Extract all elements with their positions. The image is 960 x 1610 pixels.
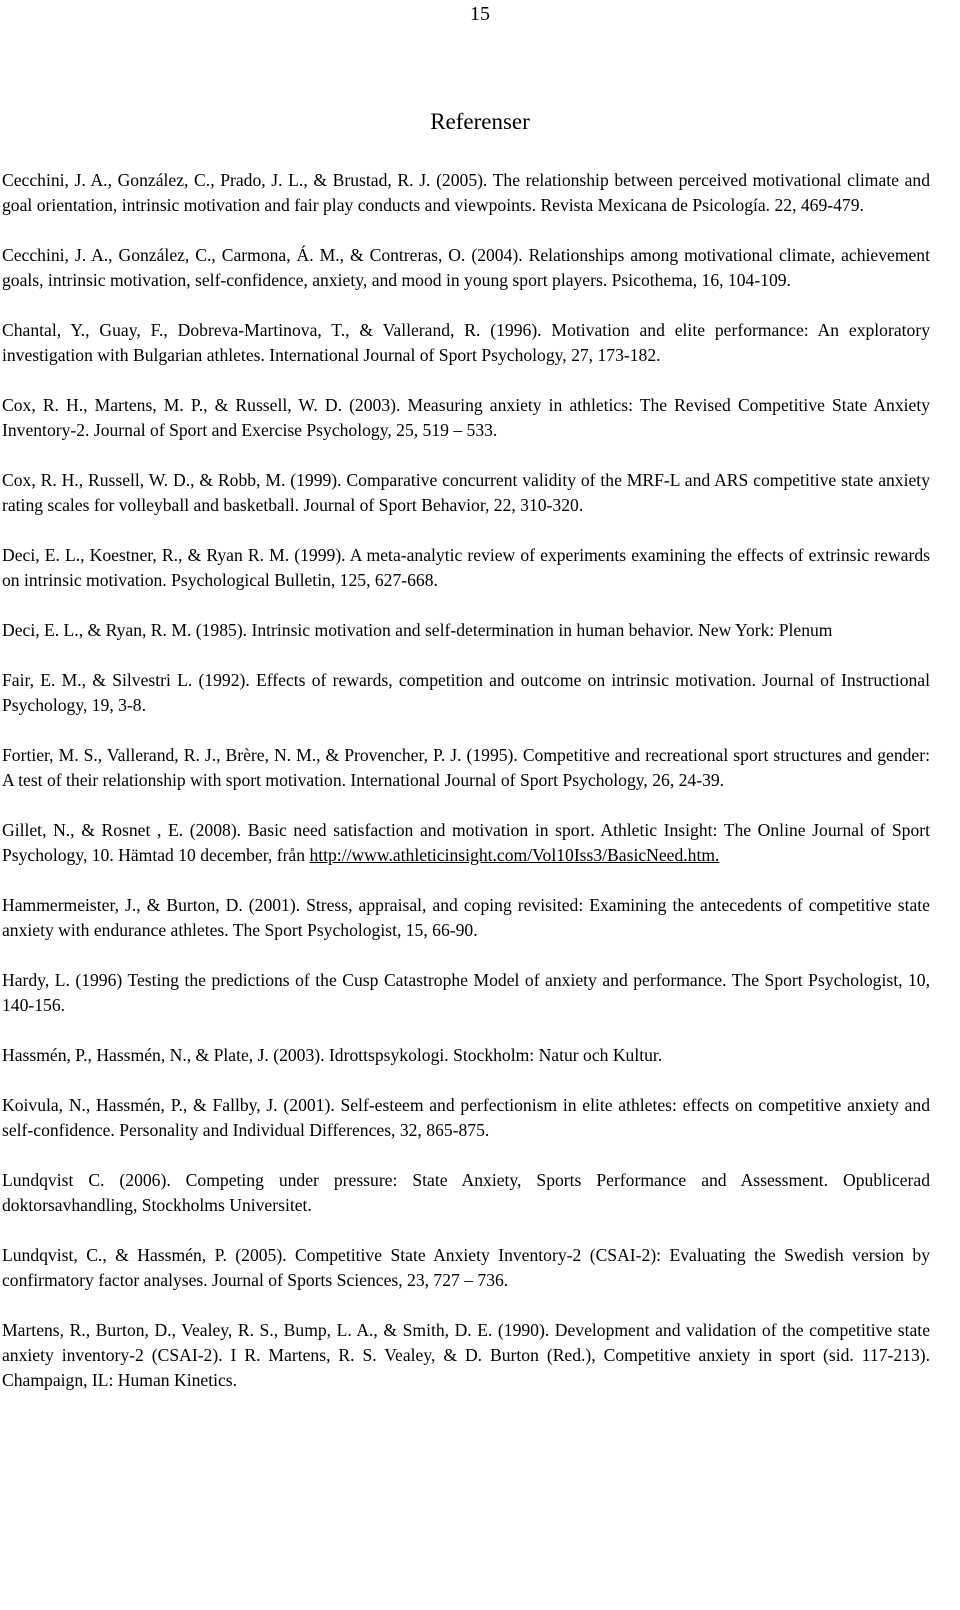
- reference-entry: [2, 968, 930, 1018]
- reference-entry: [2, 468, 930, 518]
- reference-text: Cecchini, J. A., González, C., Prado, J. L., & Brustad, R. J. (2005). The relationship between perceived motivational climate and goal orientation, intrinsic motivation and fair play conducts and viewpoints. Revista Mexicana de Psicología. 22, 469-479.: [2, 170, 930, 215]
- reference-entry: [2, 818, 930, 868]
- reference-text: Gillet, N., & Rosnet , E. (2008). Basic need satisfaction and motivation in sport. Athletic Insight: The Online Journal of Sport Psychology, 10. Hämtad 10 december, från: [2, 820, 930, 865]
- reference-text: Koivula, N., Hassmén, P., & Fallby, J. (2001). Self-esteem and perfectionism in elite athletes: effects on competitive anxiety and self-confidence. Personality and Individual Differences, 32, 865-875.: [2, 1095, 930, 1140]
- reference-text: Deci, E. L., Koestner, R., & Ryan R. M. (1999). A meta-analytic review of experiments examining the effects of extrinsic rewards on intrinsic motivation. Psychological Bulletin, 125, 627-668.: [2, 545, 930, 590]
- reference-entry: [2, 1043, 930, 1068]
- reference-entry: [2, 618, 930, 643]
- reference-entry: [2, 668, 930, 718]
- reference-text: Lundqvist, C., & Hassmén, P. (2005). Competitive State Anxiety Inventory-2 (CSAI-2): Evaluating the Swedish version by confirmatory factor analyses. Journal of Sports Sciences, 23, 727 – 736.: [2, 1245, 930, 1290]
- reference-text: Cox, R. H., Martens, M. P., & Russell, W. D. (2003). Measuring anxiety in athletics: The Revised Competitive State Anxiety Inventory-2. Journal of Sport and Exercise Psychology, 25, 519 – 533.: [2, 395, 930, 440]
- reference-text: Cecchini, J. A., González, C., Carmona, Á. M., & Contreras, O. (2004). Relationships among motivational climate, achievement goals, intrinsic motivation, self-confidence, anxiety, and mood in young sport players. Psicothema, 16, 104-109.: [2, 245, 930, 290]
- reference-text: Chantal, Y., Guay, F., Dobreva-Martinova, T., & Vallerand, R. (1996). Motivation and elite performance: An exploratory investigation with Bulgarian athletes. International Journal of Sport Psychology, 27, 173-182.: [2, 320, 930, 365]
- reference-text: Hassmén, P., Hassmén, N., & Plate, J. (2003). Idrottspsykologi. Stockholm: Natur och Kultur.: [2, 1045, 663, 1065]
- reference-entry: [2, 243, 930, 293]
- reference-text: Cox, R. H., Russell, W. D., & Robb, M. (1999). Comparative concurrent validity of the MRF-L and ARS competitive state anxiety rating scales for volleyball and basketball. Journal of Sport Behavior, 22, 310-320.: [2, 470, 930, 515]
- references-heading: Referenser: [430, 109, 530, 134]
- reference-entry: [2, 168, 930, 218]
- reference-entry: [2, 1093, 930, 1143]
- reference-entry: [2, 318, 930, 368]
- reference-entry: [2, 1168, 930, 1218]
- reference-text: Hammermeister, J., & Burton, D. (2001). Stress, appraisal, and coping revisited: Examining the antecedents of competitive state anxiety with endurance athletes. The Sport Psychologist, 15, 66-90.: [2, 895, 930, 940]
- reference-text: Hardy, L. (1996) Testing the predictions of the Cusp Catastrophe Model of anxiety and performance. The Sport Psychologist, 10, 140-156.: [2, 970, 930, 1015]
- reference-text: Deci, E. L., & Ryan, R. M. (1985). Intrinsic motivation and self-determination in human behavior. New York: Plenum: [2, 620, 833, 640]
- reference-text: Martens, R., Burton, D., Vealey, R. S., Bump, L. A., & Smith, D. E. (1990). Development and validation of the competitive state anxiety inventory-2 (CSAI-2). I R. Martens, R. S. Vealey, & D. Burton (Red.), Competitive anxiety in sport (sid. 117-213). Champaign, IL: Human Kinetics.: [2, 1320, 930, 1390]
- reference-entry: [2, 393, 930, 443]
- reference-text: Fortier, M. S., Vallerand, R. J., Brère, N. M., & Provencher, P. J. (1995). Competitive and recreational sport structures and gender: A test of their relationship with sport motivation. International Journal of Sport Psychology, 26, 24-39.: [2, 745, 930, 790]
- reference-text: Lundqvist C. (2006). Competing under pressure: State Anxiety, Sports Performance and Assessment. Opublicerad doktorsavhandling, Stockholms Universitet.: [2, 1170, 930, 1215]
- reference-url-link[interactable]: http://www.athleticinsight.com/Vol10Iss3/BasicNeed.htm.: [309, 845, 720, 865]
- reference-entry: [2, 743, 930, 793]
- reference-entry: [2, 543, 930, 593]
- reference-entry: [2, 893, 930, 943]
- reference-entry: [2, 1318, 930, 1393]
- reference-entry: [2, 1243, 930, 1293]
- reference-list: [2, 168, 930, 1418]
- page-number: 15: [470, 3, 490, 25]
- reference-text: Fair, E. M., & Silvestri L. (1992). Effects of rewards, competition and outcome on intrinsic motivation. Journal of Instructional Psychology, 19, 3-8.: [2, 670, 930, 715]
